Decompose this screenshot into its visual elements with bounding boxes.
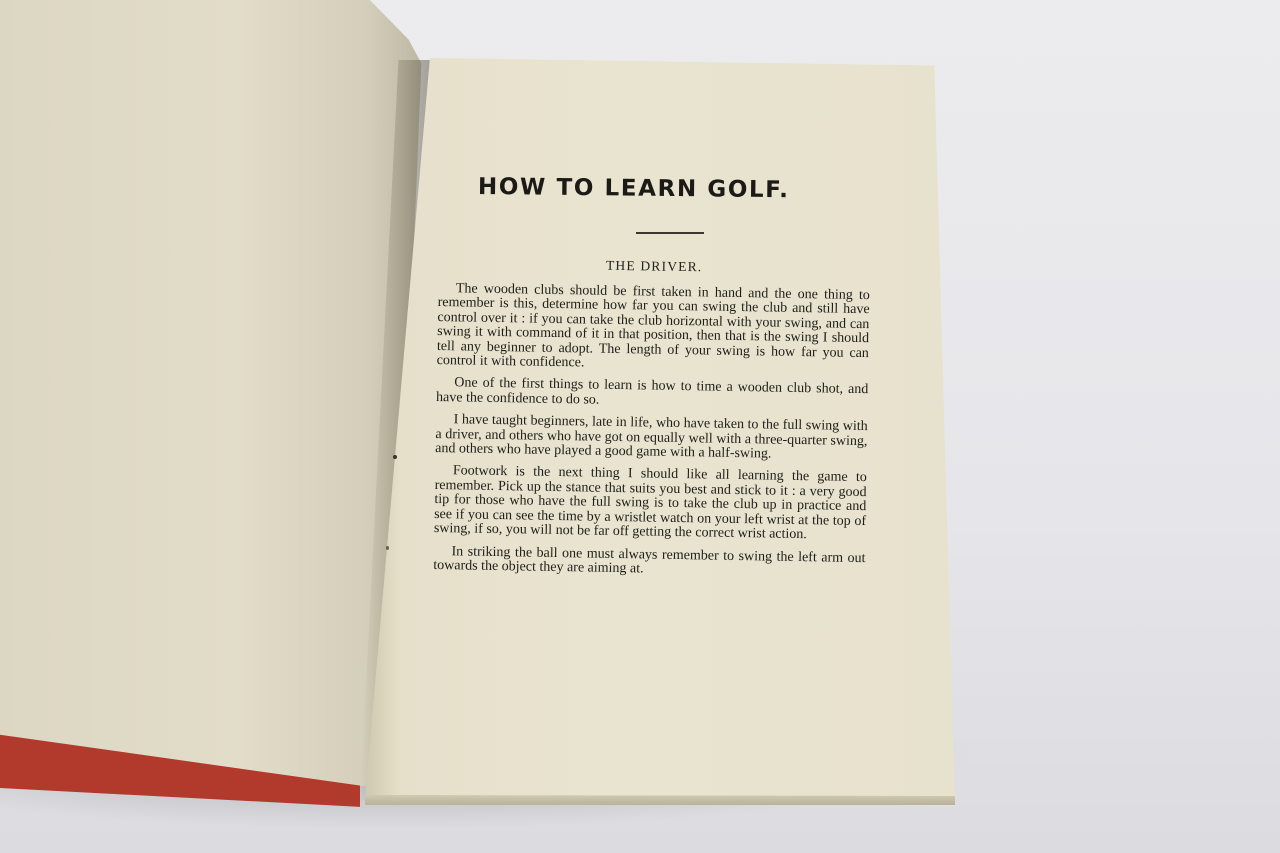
staple-hole <box>386 546 389 550</box>
paragraph: Footwork is the next thing I should like all learning the game to remember. Pick up the stance that suits you best and stick to it : a very good tip for those who have the full swing is to take the club up in practice and see if you can see the time by a wristlet watch on your left wrist at the top of swing, if so, you will not be far off getting the correct wrist action. <box>433 463 867 543</box>
section-heading: THE DRIVER. <box>605 257 703 275</box>
paragraph: The wooden clubs should be first taken in hand and the one thing to remember is this, determine how far you can swing the club and still have control over it : if you can take the club horizontal with your swing, and can swing it with command of it in that position, then that is the swing I should tell any beginner to adopt. The length of your swing is how far you can control it with confidence. <box>436 281 870 371</box>
page-bottom-edge <box>365 795 955 805</box>
body-text <box>433 282 870 588</box>
paragraph: One of the first things to learn is how to time a wooden club shot, and have the confidence to do so. <box>435 375 869 408</box>
title-divider <box>636 232 704 234</box>
paragraph: I have taught beginners, late in life, who have taken to the full swing with a driver, and others who have got on equally well with a three-quarter swing, and others who have played a good game with a half-swing. <box>435 412 868 462</box>
paragraph: In striking the ball one must always remember to swing the left arm out towards the object they are aiming at. <box>433 543 866 577</box>
page-title: HOW TO LEARN GOLF. <box>477 173 790 204</box>
left-page <box>0 0 430 790</box>
staple-hole <box>393 455 397 459</box>
